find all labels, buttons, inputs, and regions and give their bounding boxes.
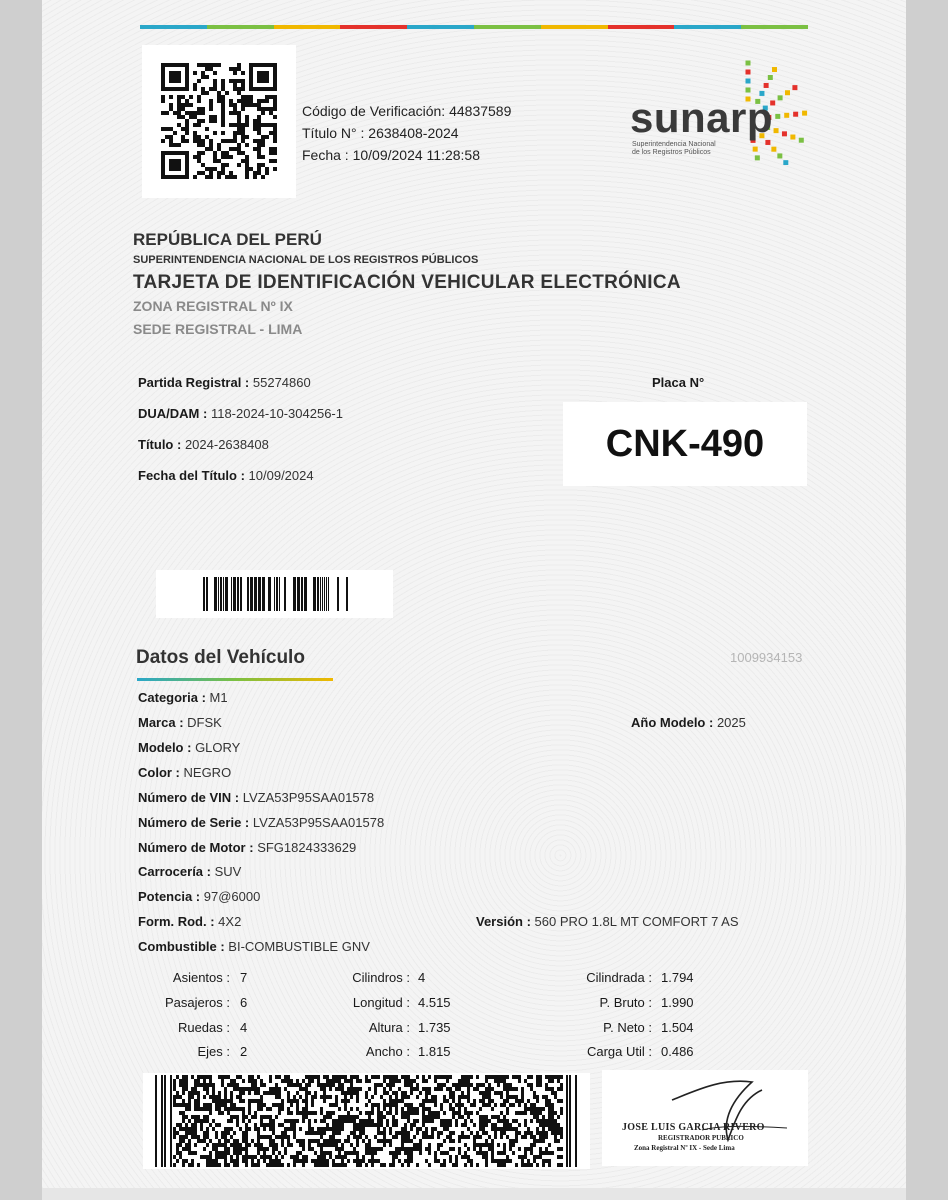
marca-label: Marca : — [138, 715, 184, 730]
longitud-label: Longitud : — [352, 995, 410, 1010]
formrod-row — [138, 914, 241, 929]
asientos-value: 7 — [240, 970, 248, 985]
sede-registral: SEDE REGISTRAL - LIMA — [133, 321, 303, 337]
dua-row — [138, 406, 343, 421]
fecha-titulo-value: 10/09/2024 — [248, 468, 314, 483]
fecha-hora: Fecha : 10/09/2024 11:28:58 — [302, 147, 480, 163]
serie-label: Número de Serie : — [138, 815, 250, 830]
marca-value: DFSK — [187, 715, 222, 730]
fecha-titulo-label: Fecha del Título : — [138, 468, 245, 483]
ejes-value: 2 — [240, 1044, 248, 1059]
anio-label: Año Modelo : — [631, 715, 714, 730]
signer-role: REGISTRADOR PUBLICO — [658, 1134, 744, 1142]
pneto-value: 1.504 — [661, 1020, 694, 1035]
serie-value: LVZA53P95SAA01578 — [252, 815, 385, 830]
placa-value: CNK-490 — [605, 422, 765, 465]
ancho-value: 1.815 — [418, 1044, 451, 1059]
carroceria-row — [138, 864, 241, 879]
stripe-segment — [274, 25, 341, 29]
pdf417-barcode-icon — [155, 1075, 578, 1167]
titulo-value: 2024-2638408 — [184, 437, 269, 452]
barcode-large — [143, 1073, 590, 1169]
stripe-segment — [541, 25, 608, 29]
anio-value: 2025 — [716, 715, 746, 730]
categoria-label: Categoria : — [138, 690, 206, 705]
dua-value: 118-2024-10-304256-1 — [210, 406, 343, 421]
combustible-value: BI-COMBUSTIBLE GNV — [228, 939, 370, 954]
cilindros-value: 4 — [418, 970, 426, 985]
partida-label: Partida Registral : — [138, 375, 250, 390]
carroceria-label: Carrocería : — [138, 864, 211, 879]
carga-label: Carga Util : — [586, 1044, 652, 1059]
document-title: TARJETA DE IDENTIFICACIÓN VEHICULAR ELECTRÓNICA — [133, 272, 681, 293]
marca-row — [138, 715, 222, 730]
section-title: Datos del Vehículo — [136, 647, 305, 668]
verification-code: Código de Verificación: 44837589 — [302, 103, 512, 119]
fecha-titulo-row — [138, 468, 314, 483]
qr-code-icon — [161, 63, 277, 179]
combustible-label: Combustible : — [138, 939, 225, 954]
pasajeros-value: 6 — [240, 995, 248, 1010]
stripe-segment — [140, 25, 207, 29]
modelo-row — [138, 740, 240, 755]
partida-value: 55274860 — [252, 375, 311, 390]
stripe-segment — [340, 25, 407, 29]
vin-value: LVZA53P95SAA01578 — [242, 790, 375, 805]
partida-row — [138, 375, 311, 390]
section-underline — [137, 678, 333, 681]
ruedas-value: 4 — [240, 1020, 248, 1035]
stripe-segment — [608, 25, 675, 29]
placa-box — [563, 402, 807, 486]
color-label: Color : — [138, 765, 180, 780]
dua-label: DUA/DAM : — [138, 406, 208, 421]
color-value: NEGRO — [183, 765, 232, 780]
version-value: 560 PRO 1.8L MT COMFORT 7 AS — [534, 914, 739, 929]
zona-registral: ZONA REGISTRAL Nº IX — [133, 298, 293, 314]
stripe-segment — [474, 25, 541, 29]
signer-zone: Zona Registral Nº IX - Sede Lima — [634, 1144, 735, 1152]
version-label: Versión : — [476, 914, 531, 929]
vin-label: Número de VIN : — [138, 790, 240, 805]
cilindrada-value: 1.794 — [661, 970, 694, 985]
categoria-row — [138, 690, 228, 705]
ruedas-label: Ruedas : — [177, 1020, 230, 1035]
combustible-row — [138, 939, 370, 954]
verification-meta — [302, 100, 511, 166]
qr-box — [142, 45, 296, 198]
pbruto-value: 1.990 — [661, 995, 694, 1010]
pbruto-label: P. Bruto : — [599, 995, 652, 1010]
altura-label: Altura : — [368, 1020, 410, 1035]
motor-row — [138, 840, 356, 855]
superintendencia-heading: SUPERINTENDENCIA NACIONAL DE LOS REGISTROS PÚBLICOS — [133, 254, 479, 266]
signature-block — [602, 1070, 808, 1166]
motor-value: SFG1824333629 — [257, 840, 357, 855]
signer-name: JOSE LUIS GARCIA RIVERO — [622, 1122, 765, 1133]
anio-row — [631, 715, 746, 730]
document-number: 1009934153 — [730, 650, 803, 665]
color-stripe — [140, 25, 808, 29]
version-row — [476, 914, 739, 929]
motor-label: Número de Motor : — [138, 840, 254, 855]
carga-value: 0.486 — [661, 1044, 694, 1059]
stripe-segment — [407, 25, 474, 29]
logo-sub-line2: de los Registros Públicos — [632, 149, 711, 156]
stripe-segment — [741, 25, 808, 29]
pasajeros-label: Pasajeros : — [164, 995, 230, 1010]
titulo-row — [138, 437, 269, 452]
longitud-value: 4.515 — [418, 995, 451, 1010]
cilindrada-label: Cilindrada : — [586, 970, 652, 985]
ancho-label: Ancho : — [365, 1044, 410, 1059]
vin-row — [138, 790, 374, 805]
cilindros-label: Cilindros : — [352, 970, 410, 985]
sunarp-logo-subtitle — [632, 141, 716, 157]
stripe-segment — [674, 25, 741, 29]
republica-heading: REPÚBLICA DEL PERÚ — [133, 230, 322, 249]
categoria-value: M1 — [209, 690, 228, 705]
titulo-label: Título : — [138, 437, 182, 452]
asientos-label: Asientos : — [172, 970, 230, 985]
barcode-icon — [203, 577, 348, 611]
modelo-label: Modelo : — [138, 740, 192, 755]
carroceria-value: SUV — [214, 864, 242, 879]
potencia-row — [138, 889, 260, 904]
stripe-segment — [207, 25, 274, 29]
formrod-value: 4X2 — [218, 914, 242, 929]
potencia-value: 97@6000 — [203, 889, 261, 904]
color-row — [138, 765, 231, 780]
logo-sub-line1: Superintendencia Nacional — [632, 141, 716, 148]
barcode-small — [156, 570, 393, 618]
modelo-value: GLORY — [195, 740, 241, 755]
bottom-strip — [42, 1188, 906, 1200]
serie-row — [138, 815, 384, 830]
sunarp-logo-text: sunarp — [630, 94, 774, 141]
altura-value: 1.735 — [418, 1020, 451, 1035]
formrod-label: Form. Rod. : — [138, 914, 215, 929]
potencia-label: Potencia : — [138, 889, 201, 904]
titulo-number: Título N° : 2638408-2024 — [302, 125, 459, 141]
pneto-label: P. Neto : — [603, 1020, 652, 1035]
ejes-label: Ejes : — [197, 1044, 230, 1059]
placa-label: Placa N° — [652, 375, 705, 390]
